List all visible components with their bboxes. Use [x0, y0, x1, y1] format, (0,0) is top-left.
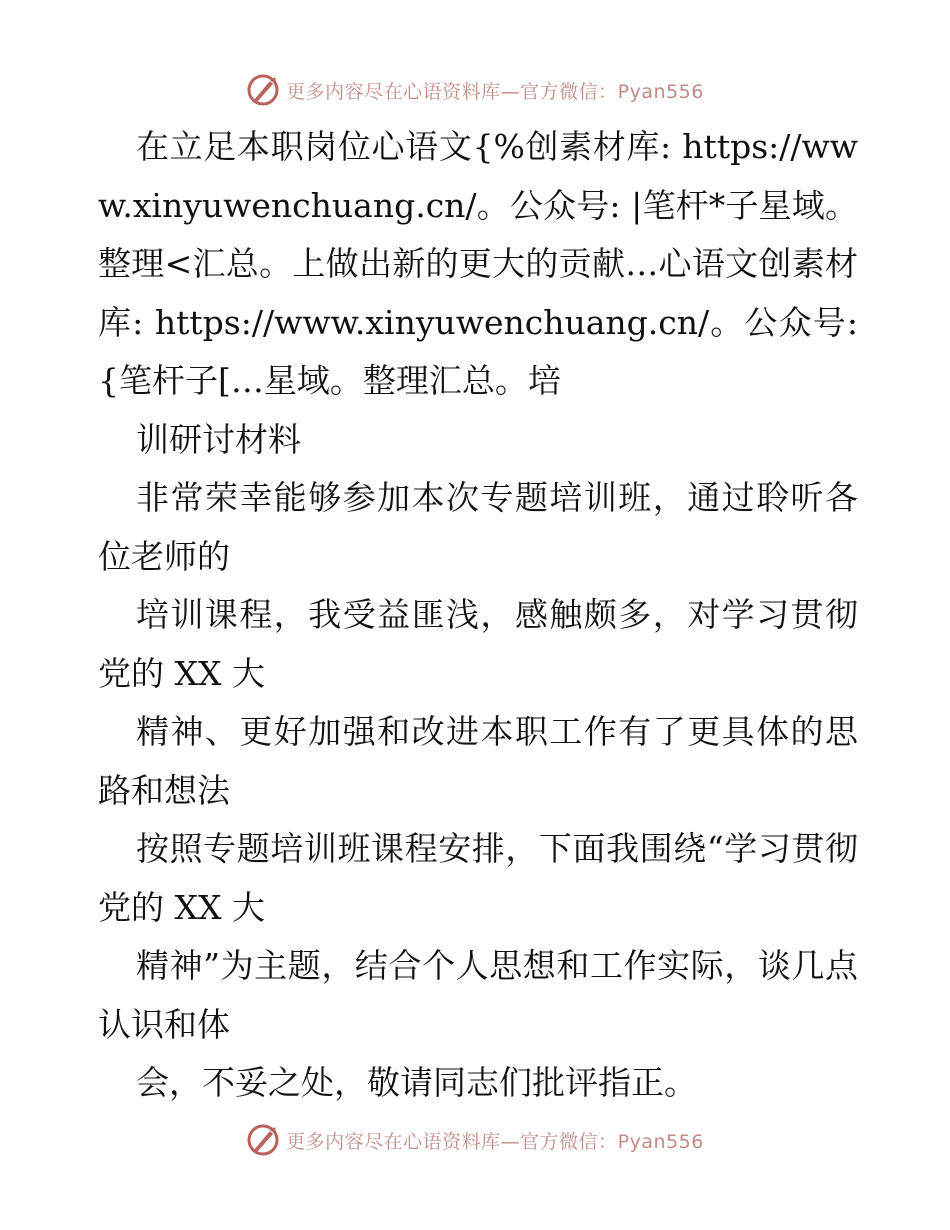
document-body — [98, 118, 858, 1113]
paragraph-6: 按照专题培训班课程安排，下面我围绕“学习贯彻党的 XX 大 — [98, 829, 858, 927]
banner-text: 更多内容尽在心语资料库—官方微信：Pyan556 — [286, 80, 704, 103]
header-banner — [0, 70, 950, 110]
quill-logo-icon — [246, 73, 280, 107]
paragraph-5: 精神、更好加强和改进本职工作有了更具体的思路和想法 — [98, 712, 858, 810]
banner-text: 更多内容尽在心语资料库—官方微信：Pyan556 — [286, 1130, 704, 1153]
paragraph-3: 非常荣幸能够参加本次专题培训班，通过聆听各位老师的 — [98, 478, 858, 576]
quill-logo-icon — [246, 1123, 280, 1157]
paragraph-7: 精神”为主题，结合个人思想和工作实际，谈几点认识和体 — [98, 946, 858, 1044]
paragraph-2: 训研讨材料 — [136, 419, 301, 459]
paragraph-4: 培训课程，我受益匪浅，感触颇多，对学习贯彻党的 XX 大 — [98, 595, 858, 693]
paragraph-1: 在立足本职岗位心语文{%创素材库: https://www.xinyuwenchuang.cn/。公众号: |笔杆*子星域。整理<汇总。上做出新的更大的贡献…心语文创素材库: https://www.xinyuwenchuang.cn/。公众号: {笔杆子[…星域。整理汇总。培 — [98, 127, 858, 400]
footer-banner — [0, 1120, 950, 1160]
paragraph-8: 会，不妥之处，敬请同志们批评指正。 — [136, 1063, 697, 1102]
